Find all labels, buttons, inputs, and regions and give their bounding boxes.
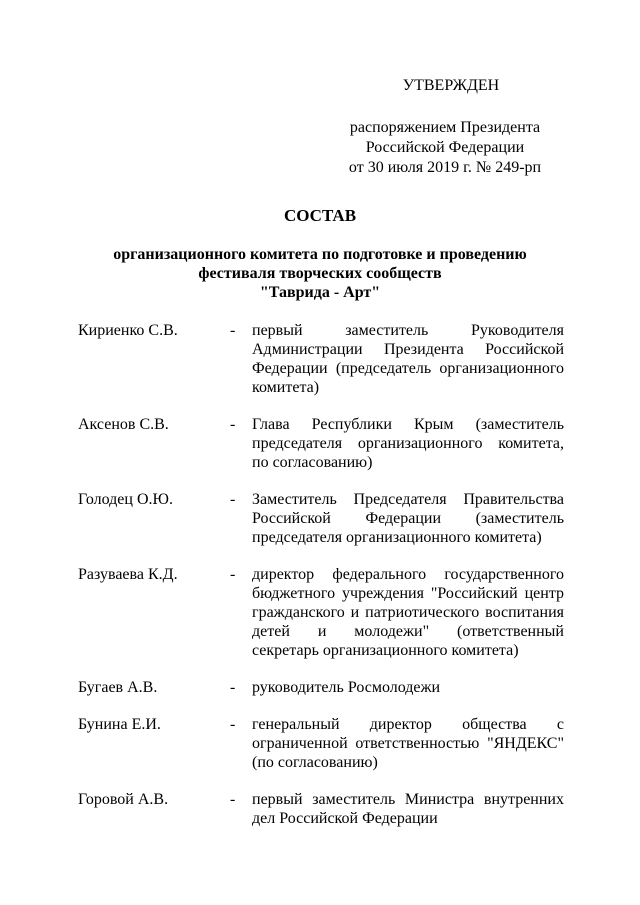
member-entry bbox=[78, 415, 564, 472]
member-name: Голодец О.Ю. bbox=[78, 491, 173, 508]
member-name: Горовой А.В. bbox=[78, 791, 169, 808]
member-role-line: первый заместитель Министра внутренних bbox=[252, 791, 564, 808]
member-role-line: детей и молодежи" (ответственный bbox=[252, 623, 564, 640]
member-role-line: бюджетного учреждения "Российский центр bbox=[252, 585, 564, 602]
member-role-line: Федерации (председатель организационного bbox=[252, 360, 564, 377]
member-role-line: секретарь организационного комитета) bbox=[252, 642, 519, 659]
member-role bbox=[252, 790, 564, 828]
member-dash: - bbox=[230, 491, 236, 508]
member-role-line: председателя организационного комитета) bbox=[252, 529, 542, 546]
member-role-line: Глава Республики Крым (заместитель bbox=[252, 416, 564, 433]
member-name: Аксенов С.В. bbox=[78, 416, 169, 433]
member-role-line: генеральный директор общества с bbox=[252, 716, 564, 733]
member-role-line: Администрации Президента Российской bbox=[252, 341, 564, 358]
member-dash: - bbox=[230, 416, 236, 433]
member-role bbox=[252, 321, 564, 397]
document-subtitle-line: "Таврида - Арт" bbox=[259, 284, 381, 301]
approval-line: Российской Федерации bbox=[365, 139, 525, 156]
member-role-line: руководитель Росмолодежи bbox=[252, 679, 441, 696]
member-dash: - bbox=[230, 566, 236, 583]
member-role-line: ограниченной ответственностью "ЯНДЕКС" bbox=[252, 735, 564, 752]
document-subtitle-line: организационного комитета по подготовке и проведению bbox=[113, 246, 527, 263]
member-entry bbox=[78, 490, 564, 547]
member-role bbox=[252, 490, 564, 547]
member-name: Бугаев А.В. bbox=[78, 679, 158, 696]
member-role-line: председателя организационного комитета, bbox=[252, 435, 564, 452]
member-dash: - bbox=[230, 716, 236, 733]
member-role bbox=[252, 565, 564, 660]
member-name: Бунина Е.И. bbox=[78, 716, 161, 733]
member-role-line: (по согласованию) bbox=[252, 754, 378, 771]
member-dash: - bbox=[230, 322, 236, 339]
member-role-line: Российской Федерации (заместитель bbox=[252, 510, 564, 527]
member-role-line: первый заместитель Руководителя bbox=[252, 322, 564, 339]
member-role-line: Заместитель Председателя Правительства bbox=[252, 491, 564, 508]
document-subtitle-line: фестиваля творческих сообществ bbox=[198, 265, 442, 282]
member-entry bbox=[78, 790, 564, 828]
member-role bbox=[252, 678, 564, 697]
document-title: СОСТАВ bbox=[283, 206, 357, 225]
member-role-line: по согласованию) bbox=[252, 454, 373, 471]
member-dash: - bbox=[230, 791, 236, 808]
member-dash: - bbox=[230, 679, 236, 696]
approval-line: от 30 июля 2019 г. № 249-рп bbox=[348, 159, 542, 176]
member-role-line: комитета) bbox=[252, 379, 320, 396]
member-entry bbox=[78, 321, 564, 397]
member-entry bbox=[78, 565, 564, 660]
member-name: Разуваева К.Д. bbox=[78, 566, 178, 583]
member-role-line: дел Российской Федерации bbox=[252, 810, 438, 827]
member-entry bbox=[78, 678, 564, 697]
member-role bbox=[252, 715, 564, 772]
document-title-block bbox=[70, 205, 570, 302]
member-entry bbox=[78, 715, 564, 772]
approval-line: распоряжением Президента bbox=[349, 119, 541, 136]
member-role-line: гражданского и патриотического воспитания bbox=[252, 604, 564, 621]
member-name: Кириенко С.В. bbox=[78, 322, 178, 339]
members-list bbox=[78, 321, 564, 828]
approval-block bbox=[330, 76, 560, 178]
approval-heading: УТВЕРЖДЕН bbox=[402, 77, 500, 94]
member-role bbox=[252, 415, 564, 472]
member-role-line: директор федерального государственного bbox=[252, 566, 564, 583]
